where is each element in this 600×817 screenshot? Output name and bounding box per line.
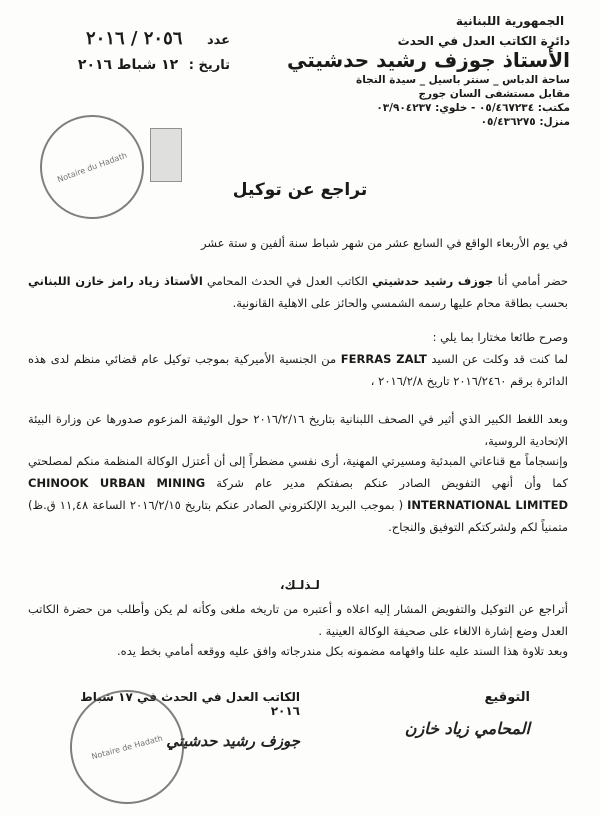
country-name: الجمهورية اللبنانية <box>455 14 565 28</box>
notary-signature: جوزف رشيد حدشيتي <box>166 732 300 750</box>
signature-label: التوقيع <box>484 690 530 705</box>
paragraph-appearance <box>28 270 568 314</box>
date-label: تاريخ : <box>188 58 230 73</box>
p2-text-b: الكاتب العدل في الحدث المحامي <box>207 274 368 288</box>
signature-block-lawyer <box>405 690 530 738</box>
phone-office: مكتب: ٠٥/٤٦٧٢٣٤ - خلوي: ٠٣/٩٠٤٢٣٧ <box>376 102 570 114</box>
paragraph-reading: وبعد تلاوة هذا السند عليه علنا وافهامه مضمونه بكل مندرجاته وافق عليه ووقعه أمامي بخط يده. <box>117 644 568 658</box>
document-title: تراجع عن توكيل <box>232 180 368 200</box>
date-row <box>60 57 230 73</box>
office-name: دائرة الكاتب العدل في الحدث <box>397 34 570 48</box>
notary-name: الأستاذ جوزف رشيد حدشيتي <box>286 48 570 72</box>
paragraph-declaration-intro: وصرح طائعا مختارا بما يلي : <box>432 330 568 344</box>
lawyer-signature: المحامي زياد خازن <box>404 719 530 738</box>
notary-sign-label: الكاتب العدل في الحدث في ١٧ شباط ٢٠١٦ <box>80 690 300 718</box>
number-label: عدد <box>206 33 230 48</box>
conclusion-heading: لـذلـك، <box>280 578 320 592</box>
seal-bottom-text: Notaire de Hadath <box>90 733 164 761</box>
p2-notary-name: جوزف رشيد حدشيتي <box>372 274 494 288</box>
company-name-1: CHINOOK URBAN <box>28 476 146 490</box>
p2-text-a: حضر أمامي أنا <box>497 274 569 288</box>
company-name-2: MINING INTERNATIONAL LIMITED <box>156 476 568 512</box>
address-line-1: ساحة الدباس _ سنتر باسيل _ سيدة النجاة <box>356 74 570 86</box>
notary-seal-top <box>25 100 158 233</box>
address-line-2: مقابل مستشفى السان جورج <box>418 88 570 100</box>
paragraph-mandate <box>28 348 568 392</box>
paragraph-date: في يوم الأربعاء الواقع في السابع عشر من شهر شباط سنة ألفين و ستة عشر <box>200 236 568 250</box>
p3-text-a: لما كنت قد وكلت عن السيد <box>431 352 569 366</box>
paragraph-withdrawal <box>28 450 568 538</box>
p3-text-b: من الجنسية الأميركية بموجب توكيل عام قضائي منظم لدى هذه الدائرة برقم ٢٠١٦/٢٤٦٠ تاريخ ٢٠١٦/٢/٨ ، <box>28 352 568 388</box>
date-value: ١٢ شباط ٢٠١٦ <box>77 57 179 73</box>
seal-top-text: Notaire du Hadath <box>55 150 129 184</box>
paragraph-revocation: أتراجع عن التوكيل والتفويض المشار إليه اعلاه و أعتبره من تاريخه ملغى وكأنه لم يكن وأطلب من حضرة الكاتب العدل وضع إشارة الالغاء على صحيفة الوكالة العينية . <box>28 602 568 638</box>
p5-text-a: وإنسجاماً مع قناعاتي المبدئية ومسيرتي المهنية، أرى نفسي مضطراً إلى أن أعتزل الوكالة المنظمة منكم لمصلحتي كما وأن أنهي التفويض الصادر عنكم بصفتكم مدير عام شركة <box>28 454 569 490</box>
paragraph-controversy: وبعد اللغط الكبير الذي أثير في الصحف اللبنانية بتاريخ ٢٠١٦/٢/١٦ حول الوثيقة المزعوم صدورها عن وزارة البيئة الإتحادية الروسية، <box>28 412 569 448</box>
letterhead <box>270 14 570 128</box>
p5-text-b: ( بموجب البريد الإلكتروني الصادر عنكم بتاريخ ٢٠١٦/٢/١٥ الساعة ١١,٤٨ ق.ظ) متمنياً لكم ولشركتكم التوفيق والنجاح. <box>28 498 568 534</box>
revenue-stamp <box>150 128 182 182</box>
reference-number-row <box>60 28 230 49</box>
client-name: FERRAS ZALT <box>340 352 427 366</box>
p2-text-c: بحسب بطاقة محام عليها رسمه الشمسي والحائز على الاهلية القانونية. <box>232 296 568 310</box>
number-value: ٢٠٥٦ / ٢٠١٦ <box>85 28 183 49</box>
p2-lawyer-name: الأستاذ زياد رامز خازن اللبناني <box>28 274 203 288</box>
phone-home: منزل: ٠٥/٤٣٦٢٧٥ <box>480 116 570 128</box>
reference-block <box>60 28 230 73</box>
